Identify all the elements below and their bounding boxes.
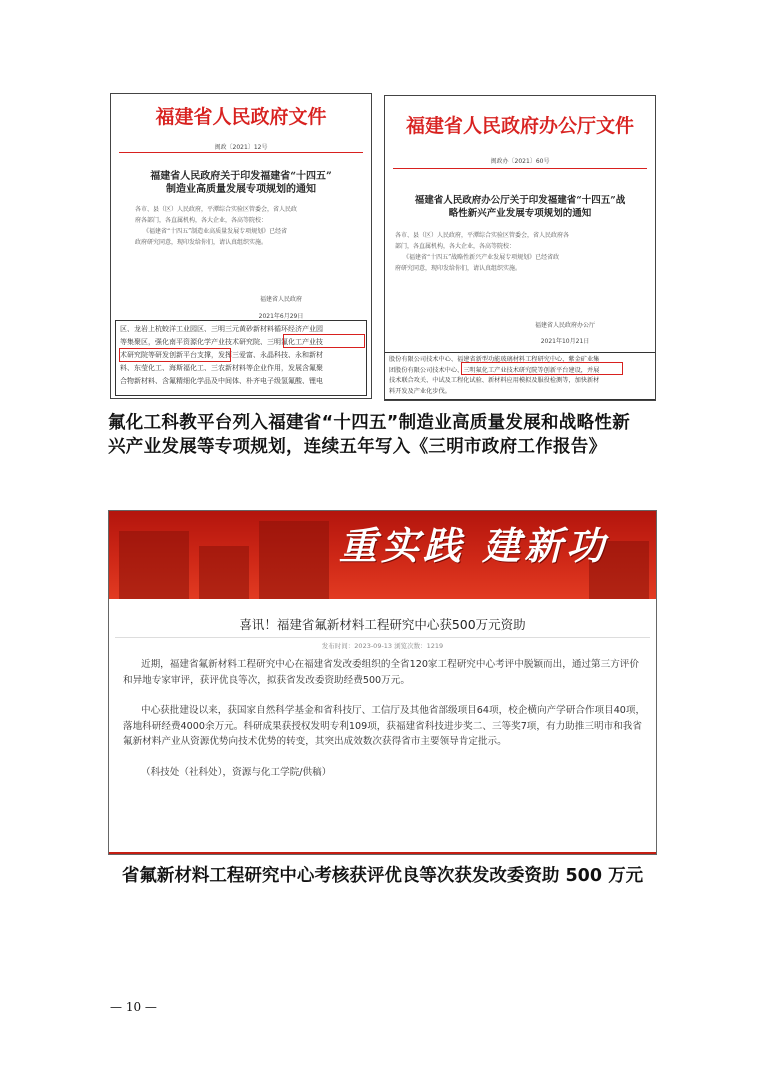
banner-building-2	[199, 546, 249, 599]
banner-slogan: 重实践 建新功	[339, 523, 609, 568]
web-banner	[109, 511, 656, 599]
doc1-highlight-box-1	[283, 334, 365, 348]
article-paragraph-2: 中心获批建设以来，获国家自然科学基金和省科技厅、工信厅及其他省部级项目64项，校企横向产学研合作项目40项，落地科研经费4000余万元。科研成果获授权发明专利109项，获福建省科技进步奖二、三等奖7项，有力助推三明市和我省氟新材料产业从资源优势向技术优势的转变，其突出成效数次获得省市主要领导肯定批示。	[123, 705, 646, 747]
doc1-highlight-box-2	[119, 348, 231, 362]
doc2-number: 闽政办〔2021〕60号	[490, 158, 550, 165]
doc1-body: 各市、县（区）人民政府，平潭综合实验区管委会，省人民政 府各部门，各直属机构，各大企业，各高等院校： 《福建省“十四五”制造业高质量发展专项规划》已经省 政府研究同意，现印发给你们，请认真组织实施。	[135, 206, 298, 246]
web-bottom-border	[109, 852, 656, 854]
doc2-body: 各市、县（区）人民政府，平潭综合实验区管委会，省人民政府各 部门，各直属机构，各大企业，各高等院校： 《福建省“十四五”战略性新兴产业发展专项规划》已经省政 府研究同意，现印发给你们，请认真组织实施。	[395, 232, 570, 272]
caption-top: 氟化工科教平台列入福建省“十四五”制造业高质量发展和战略性新 兴产业发展等专项规划，连续五年写入《三明市政府工作报告》	[108, 413, 631, 457]
doc1-signer: 福建省人民政府	[259, 296, 302, 303]
doc2-title: 福建省人民政府办公厅关于印发福建省“十四五”战 略性新兴产业发展专项规划的通知	[414, 195, 626, 219]
doc1-title: 福建省人民政府关于印发福建省“十四五” 制造业高质量发展专项规划的通知	[150, 171, 332, 195]
doc2-highlight-box	[461, 362, 623, 375]
doc2-excerpt: 股份有限公司技术中心、福建省新型功能玻璃材料工程研究中心、紫金矿业集 团股份有限公司技术中心、三明氟化工产业技术研究院等创新平台建设，并展 技术联合攻关、中试及工程化试验、新材料应用模拟及服役检测等，加快新材 料开发及产业化步伐。	[384, 352, 656, 400]
banner-building-3	[259, 521, 329, 599]
article-paragraph-3: （科技处（社科处），资源与化工学院/供稿）	[141, 767, 332, 778]
article-divider	[115, 637, 650, 638]
document-image-manufacturing-plan	[110, 93, 372, 399]
news-web-screenshot	[108, 510, 657, 855]
article-title[interactable]: 喜讯！福建省氟新材料工程研究中心获500万元资助	[239, 617, 526, 632]
article-paragraph-1: 近期，福建省氟新材料工程研究中心在福建省发改委组织的全省120家工程研究中心考评中脱颖而出，通过第三方评价和异地专家审评，获评优良等次，拟获省发改委资助经费500万元。	[123, 659, 639, 686]
doc2-signer: 福建省人民政府办公厅	[534, 322, 595, 329]
article	[109, 599, 656, 854]
article-meta: 发布时间：2023-09-13 浏览次数：1219	[321, 642, 444, 650]
doc1-number: 闽政〔2021〕12号	[214, 144, 268, 151]
doc2-date: 2021年10月21日	[540, 338, 590, 345]
doc2-header: 福建省人民政府办公厅文件	[405, 115, 634, 137]
page-number: — 10 —	[110, 1000, 157, 1014]
document-image-emerging-industry-plan	[384, 95, 656, 401]
caption-bottom: 省氟新材料工程研究中心考核获评优良等次获发改委资助 500 万元	[121, 866, 644, 886]
doc1-date: 2021年6月29日	[258, 313, 304, 320]
doc2-red-rule	[393, 168, 647, 169]
doc1-red-rule	[119, 152, 363, 153]
banner-building-1	[119, 531, 189, 599]
doc1-header: 福建省人民政府文件	[155, 106, 327, 128]
doc1-excerpt: 区、龙岩上杭蛟洋工业园区、三明三元黄砂新材料循环经济产业园 等集聚区，强化南平资源化学产业技术研究院、三明氟化工产业技 术研究院等研发创新平台支撑，发挥三爱富、永晶科技、永和新材 料、东莹化工、海斯福化工、三农新材料等企业作用，发展含氟聚 合物新材料、含氟精细化学品及中间体、朴齐电子级氢氟酸、锂电	[115, 320, 367, 396]
